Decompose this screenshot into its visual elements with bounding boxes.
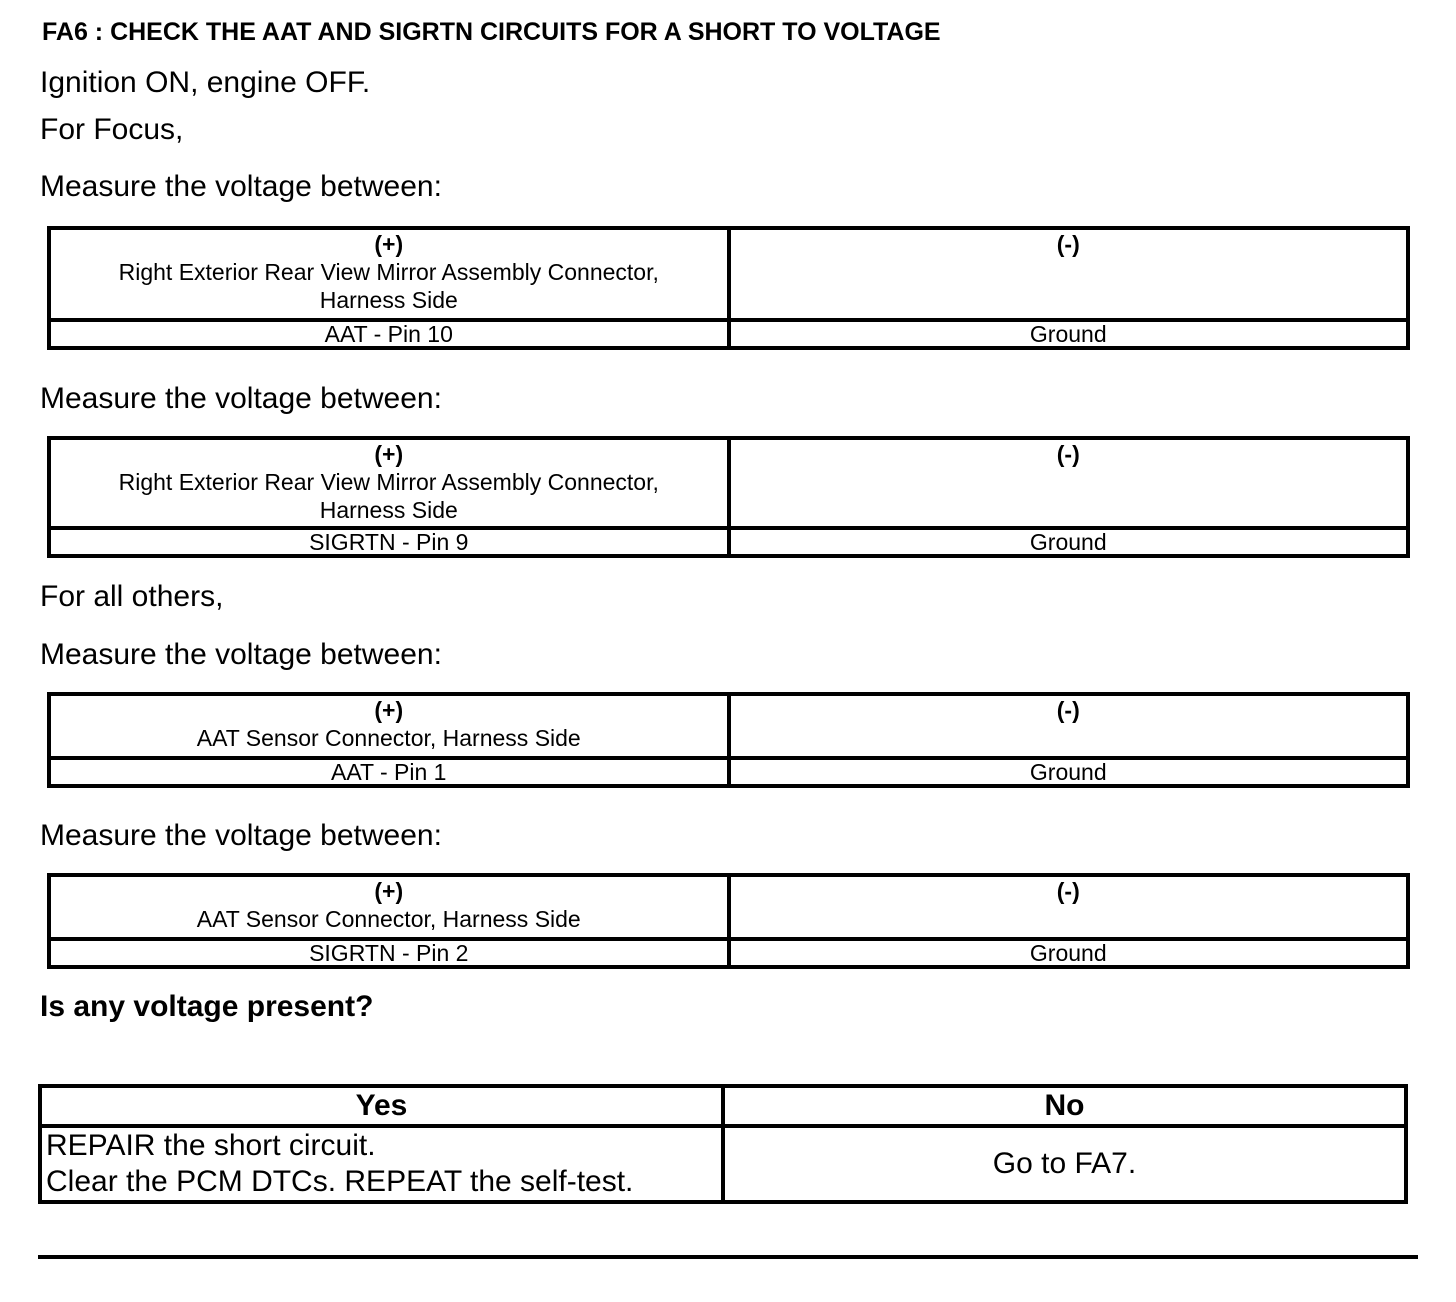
measure-label: Measure the voltage between:	[40, 819, 442, 852]
positive-desc: AAT Sensor Connector, Harness Side	[196, 906, 581, 932]
no-header: No	[723, 1086, 1406, 1126]
positive-desc: Right Exterior Rear View Mirror Assembly Connector,	[118, 259, 659, 285]
positive-value: SIGRTN - Pin 2	[49, 939, 729, 967]
positive-value: AAT - Pin 10	[49, 320, 729, 348]
negative-value: Ground	[729, 528, 1409, 556]
step-title: FA6 : CHECK THE AAT AND SIGRTN CIRCUITS FOR A SHORT TO VOLTAGE	[42, 18, 941, 46]
result-table	[38, 1084, 1408, 1204]
yes-header: Yes	[40, 1086, 723, 1126]
positive-header: (+)	[374, 878, 404, 904]
positive-value: SIGRTN - Pin 9	[49, 528, 729, 556]
negative-header-cell	[729, 875, 1409, 939]
measurement-table	[47, 873, 1410, 969]
negative-header: (-)	[1056, 878, 1080, 904]
positive-header-cell	[49, 875, 729, 939]
measure-label: Measure the voltage between:	[40, 170, 442, 203]
negative-value: Ground	[729, 939, 1409, 967]
positive-desc: Harness Side	[319, 287, 458, 313]
no-action[interactable]: Go to FA7.	[723, 1126, 1406, 1202]
measure-label: Measure the voltage between:	[40, 638, 442, 671]
measurement-table	[47, 692, 1410, 788]
positive-value: AAT - Pin 1	[49, 758, 729, 786]
positive-header-cell	[49, 694, 729, 758]
positive-header: (+)	[374, 441, 404, 467]
negative-value: Ground	[729, 758, 1409, 786]
yes-action-line: REPAIR the short circuit.	[46, 1129, 376, 1162]
positive-desc: AAT Sensor Connector, Harness Side	[196, 725, 581, 751]
positive-header: (+)	[374, 231, 404, 257]
negative-value: Ground	[729, 320, 1409, 348]
negative-header: (-)	[1056, 231, 1080, 257]
positive-header: (+)	[374, 697, 404, 723]
measurement-table	[47, 226, 1410, 350]
for-focus-text: For Focus,	[40, 113, 184, 146]
positive-header-cell	[49, 438, 729, 528]
condition-text: Ignition ON, engine OFF.	[40, 66, 371, 99]
positive-header-cell	[49, 228, 729, 320]
yes-action	[40, 1126, 723, 1202]
yes-action-line: Clear the PCM DTCs. REPEAT the self-test.	[46, 1165, 634, 1198]
question-text: Is any voltage present?	[40, 990, 374, 1023]
negative-header-cell	[729, 694, 1409, 758]
measure-label: Measure the voltage between:	[40, 382, 442, 415]
for-others-text: For all others,	[40, 580, 224, 613]
negative-header: (-)	[1056, 697, 1080, 723]
measurement-table	[47, 436, 1410, 558]
negative-header-cell	[729, 438, 1409, 528]
positive-desc: Right Exterior Rear View Mirror Assembly Connector,	[118, 469, 659, 495]
positive-desc: Harness Side	[319, 497, 458, 523]
negative-header: (-)	[1056, 441, 1080, 467]
divider	[38, 1255, 1418, 1259]
negative-header-cell	[729, 228, 1409, 320]
